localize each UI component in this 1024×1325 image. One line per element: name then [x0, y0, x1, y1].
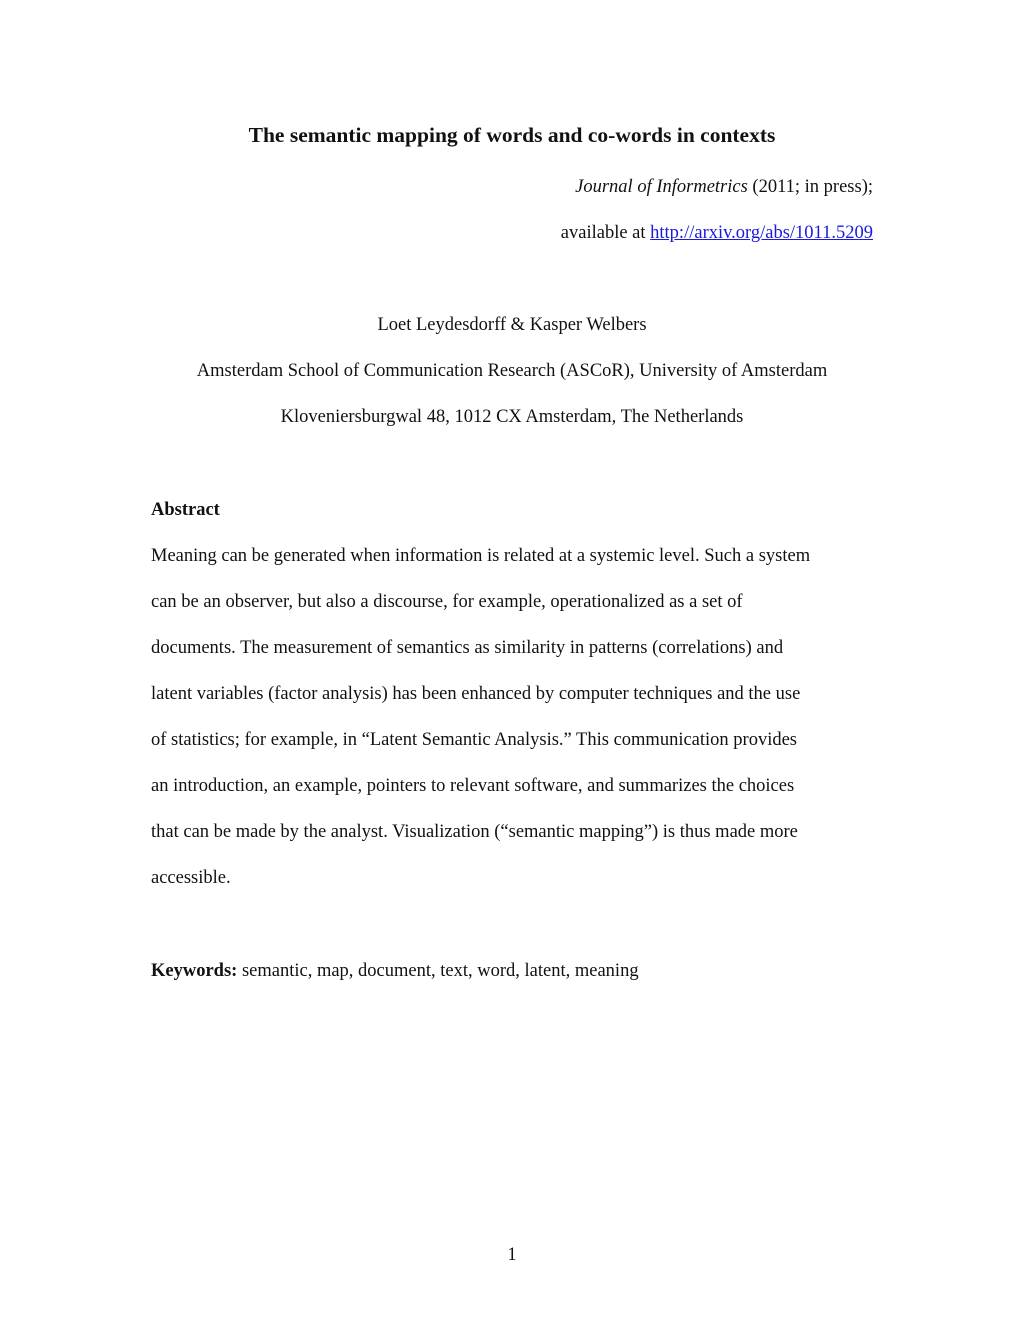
authors: Loet Leydesdorff & Kasper Welbers: [377, 315, 647, 335]
keywords: [151, 959, 639, 983]
affiliation: Amsterdam School of Communication Research (ASCoR), University of Amsterdam: [196, 361, 828, 381]
abstract-line: documents. The measurement of semantics as similarity in patterns (correlations) and: [151, 638, 784, 658]
abstract-line: an introduction, an example, pointers to relevant software, and summarizes the choices: [151, 776, 795, 796]
abstract-line: accessible.: [151, 868, 231, 888]
address: Kloveniersburgwal 48, 1012 CX Amsterdam, The Netherlands: [280, 407, 744, 427]
availability-line: [561, 221, 873, 245]
abstract-body: [151, 544, 876, 912]
paper-title: The semantic mapping of words and co-words in contexts: [248, 123, 776, 147]
abstract-heading: Abstract: [151, 500, 220, 520]
journal-name: Journal of Informetrics: [575, 177, 748, 197]
keywords-label: Keywords:: [151, 961, 238, 981]
abstract-line: latent variables (factor analysis) has been enhanced by computer techniques and the use: [151, 684, 801, 704]
journal-note: (2011; in press);: [747, 177, 873, 197]
abstract-line: that can be made by the analyst. Visualization (“semantic mapping”) is thus made more: [151, 822, 798, 842]
page-number: 1: [507, 1245, 517, 1265]
abstract-line: Meaning can be generated when information is related at a systemic level. Such a system: [151, 546, 811, 566]
keywords-text: semantic, map, document, text, word, latent, meaning: [237, 961, 639, 981]
available-prefix: available at: [560, 223, 651, 243]
journal-citation: [575, 175, 873, 199]
arxiv-link[interactable]: http://arxiv.org/abs/1011.5209: [650, 223, 873, 243]
abstract-line: of statistics; for example, in “Latent Semantic Analysis.” This communication provides: [151, 730, 797, 750]
abstract-line: can be an observer, but also a discourse, for example, operationalized as a set of: [151, 592, 743, 612]
